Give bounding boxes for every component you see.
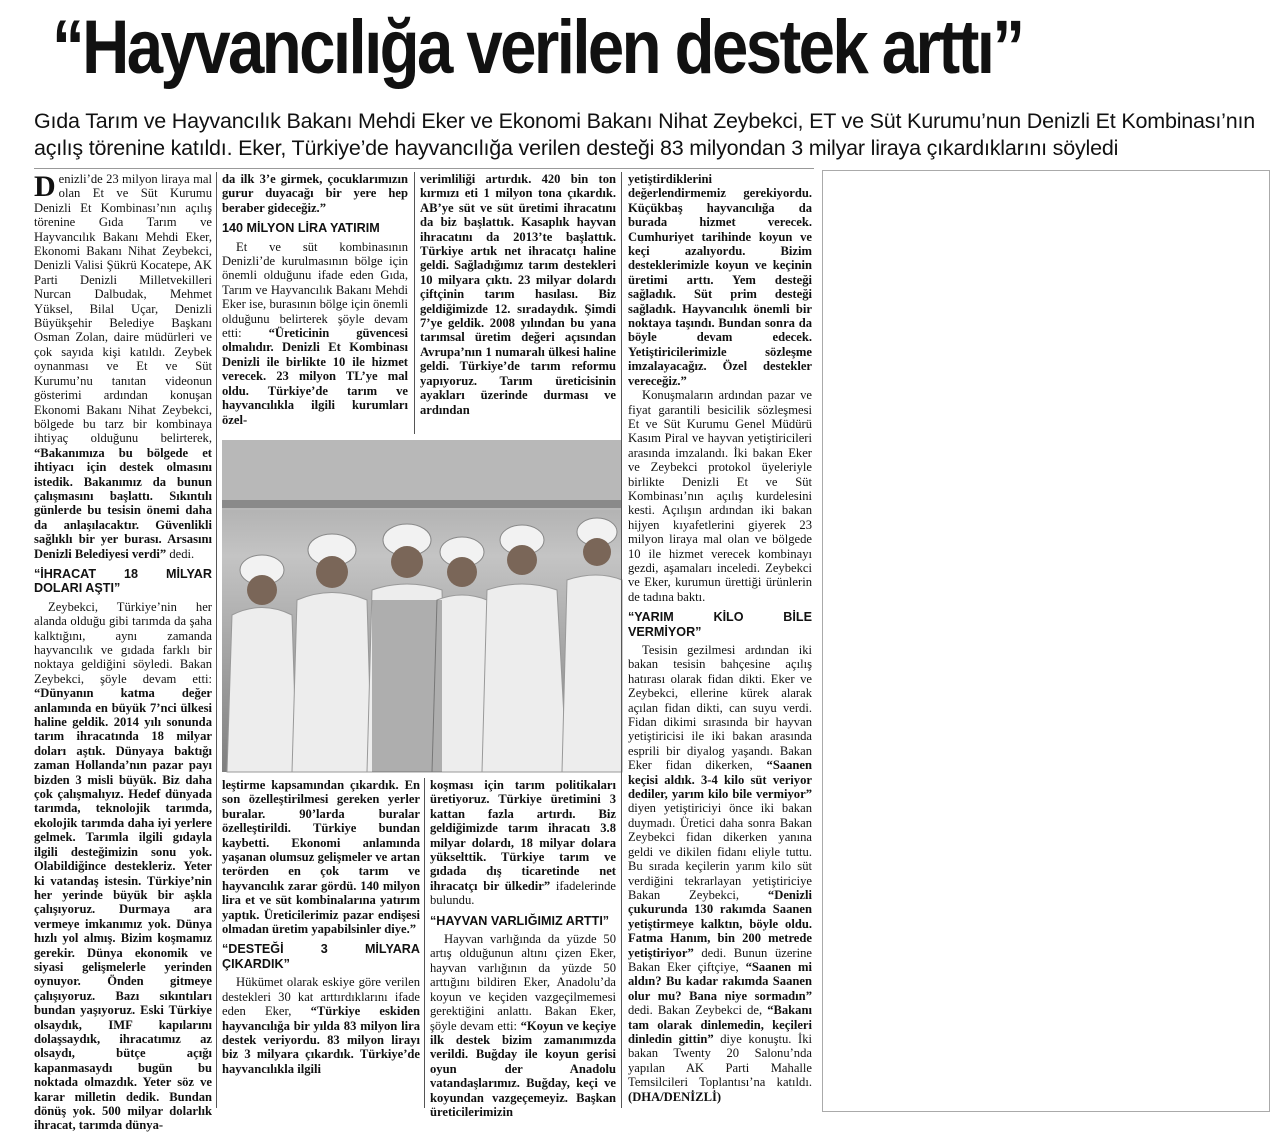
column-divider [216, 172, 217, 1108]
column-divider [414, 172, 415, 434]
body-text: diye konuştu. İki bakan Twenty 20 Salonu’nda yapılan AK Parti Mahalle Temsilcileri Toplantısı’na katıldı. [628, 1031, 812, 1090]
column-2-top [222, 172, 408, 438]
body-text: enizli’de 23 milyon liraya mal olan Et ve Süt Kurumu Denizli Et Kombinası’nın açılış törenine Gıda Tarım ve Hayvancılık Bakanı Mehdi Eker, Ekonomi Bakanı Nihat Zeybekci, Denizli Valisi Şükrü Kocatepe, AK Parti Denizli Milletvekilleri Nurcan Dalbudak, Mehmet Yüksel, Bilal Uçar, Denizli Büyükşehir Belediye Başkanı Osman Zolan, daire müdürleri ve çok sayıda kişi katıldı. Zeybek oynanması ve Et ve Süt Kurumu’nu tanıtan videonun gösterimi ardından konuşan Ekonomi Bakanı Nihat Zeybekci, bölgede bu tarz bir kombinaya ihtiyaç olduğunu belirterek, [34, 172, 212, 446]
body-text: ifadelerinde bulundu. [430, 878, 616, 908]
quote-text: “Üreticinin güvencesi olmalıdır. Denizli Et Kombinası Denizli ile birlikte 10 ile hizmet verecek. 23 milyon TL’ye mal oldu. Türkiye’de tarım ve hayvancılıkla ilgili kurumları özel- [222, 326, 408, 427]
byline: (DHA/DENİZLİ) [628, 1089, 722, 1104]
subheading: “DESTEĞİ 3 MİLYARA ÇIKARDIK” [222, 942, 420, 971]
quote-text: leştirme kapsamından çıkardık. En son özelleştirilmesi gereken yerler buralar. 90’larda buralar özelleştirildi. Türkiye bundan kaybetti. Ekonomi anlamında yaşanan olumsuz gelişmeler ve artan terörden en çok tarım ve hayvancılık zarar gördü. 140 milyon lira et ve süt kombinalarına yatırım yaptık. Üreticilerimiz pazar endişesi olmadan üretim yapabilsinler diye.” [222, 778, 420, 937]
news-photo-ministers-factory-tour-icon [222, 440, 622, 772]
quote-text: yetiştirdiklerini değerlendirmemiz gerekiyordu. Küçükbaş hayvancılığa da burada hizmet verecek. Cumhuriyet tarihinde koyun ve keçi azalıyordu. Bizim desteklerimizle koyun ve keçinin üretimi arttı. Yem desteği sağladık. Süt prim desteği sağladık. Hayvancılık önemli bir noktaya taşındı. Bundan sonra da böyle devam edecek. Yetiştiricilerimizle sözleşme imzalayacağız. Özel destekler vereceğiz.” [628, 172, 812, 388]
column-divider [424, 778, 425, 1108]
divider [34, 168, 814, 169]
quote-text: koşması için tarım politikaları üretiyoruz. Türkiye üretimini 3 kattan fazla artırdı. Biz geldiğimizde tarım ihracatı 3.8 milyar dolardı, 18 milyar dolara yükselttik. Türkiye tarım ve gıdada dış ticaretinde net ihracatçı bir ülkedir” [430, 778, 616, 893]
quote-text: “Türkiye eskiden hayvancılığa bir yılda 83 milyon lira destek veriyordu. 83 milyon lirayı biz 3 milyara çıkardık. Türkiye’de hayvancılıkla ilgili [222, 1004, 421, 1076]
column-3-top [420, 172, 616, 438]
quote-text: “Saanen keçisi aldık. 3-4 kilo süt veriyor dediler, yarım kilo bile vermiyor” [628, 758, 813, 802]
quote-text: “Bakanı tam olarak dinlemedin, keçileri dinledin gittin” [628, 1003, 812, 1046]
headline: “Hayvancılığa verilen destek arttı” [52, 5, 1023, 90]
body-text: Hayvan varlığında da yüzde 50 artış olduğunun altını çizen Eker, hayvan varlığının da yüzde 50 arttığını bildiren Eker, Anadolu’da koyun ve keçiden vazgeçilmemesi gerektiğini anlattı. Bakan Eker, şöyle devam etti: [430, 932, 616, 1033]
quote-text: “Dünyanın katma değer anlamında en büyük 7’nci ülkesi haline geldik. 2014 yılı sonunda tarım ihracatında 18 milyar doları aştık. Dünyaya baktığı zaman Hollanda’nın pazar payı bizden 3 misli büyük. Biz daha çok çalışmalıyız. Hedef dünyada tarımda, teknolojik tarımda, ekolojik tarımda daha iyi yerlere gelmek. Tarımla ilgili gıdayla ilgili desteğimizin sonu yok. Olabildiğince destekleriz. Yeter ki vatandaş istesin. Türkiye’nin her yerinde büyük bir aşkla çalışıyoruz. Durmaya ara vermeye imkanımız yok. Dünya hızlı yol almış. Bizim koşmamız gerekir. Dünya ekonomik ve siyasi gelişmelerle yerinden oynuyor. Önden gitmeye çalışıyoruz. Bazı sıkıntıları bundan yaşıyoruz. Eski Türkiye olsaydık, IMF kapılarını dolaşsaydık, ihracatımız az olsaydı, bütçe açığı kapanmasaydı bugün bu noktada olmazdık. Yeter söz ve karar milletin dedik. Bundan dönüş yok. 500 milyar dolarlık ihracat, tarımda dünya- [34, 686, 212, 1133]
column-4 [628, 172, 812, 1112]
quote-text: “Saanen mi aldın? Bu kadar rakımda Saanen olur mu? Bana niye sormadın” [628, 959, 812, 1003]
quote-text: “Koyun ve keçiye ilk destek bizim zamanımızda verildi. Buğday ile koyun gerisi oyun der Anadolu vatandaşlarımız. Buğday, keçi ve koyundan vazgeçemeyiz. Başkan üreticilerimizin [430, 1018, 616, 1119]
column-3-bottom [430, 778, 616, 1119]
body-text: dedi. Bunun üzerine Bakan Eker çiftçiye, [628, 945, 812, 974]
column-1 [34, 170, 212, 1133]
drop-cap: D [34, 170, 56, 203]
quote-text: “Denizli çukurunda 130 rakımda Saanen yetiştirmeye kalktın, böyle oldu. Fatma Hanım, bin 200 metrede yetiştiriyor” [628, 887, 812, 960]
intro-paragraph [34, 108, 1264, 162]
column-2-bottom [222, 778, 420, 1108]
empty-box [822, 170, 1270, 1112]
subheading: “YARIM KİLO BİLE VERMİYOR” [628, 610, 812, 639]
body-text: dedi. Bakan Zeybekci de, [628, 1003, 763, 1018]
body-text: Zeybekci, Türkiye’nin her alanda olduğu gibi tarımda da şaha kalktığını, aynı zamanda hayvancılık ve gıdada farklı bir noktaya geldiğini söyledi. Bakan Zeybekci, şöyle devam etti: [34, 599, 212, 686]
intro-text: Gıda Tarım ve Hayvancılık Bakanı Mehdi Eker ve Ekonomi Bakanı Nihat Zeybekci, ET ve Süt Kurumu’nun Denizli Et Kombinası’nın açılış törenine katıldı. Eker, Türkiye’de hayvancılığa verilen desteği 83 milyondan 3 milyar liraya çıkardıklarını söyledi [34, 109, 1255, 160]
quote-text: da ilk 3’e girmek, çocuklarımızın gurur duyacağı bir yere hep beraber gideceğiz.” [222, 172, 408, 215]
subheading: “HAYVAN VARLIĞIMIZ ARTTI” [430, 913, 610, 928]
quote-text: “Bakanımıza bu bölgede et ihtiyacı için destek olmasını istedik. Bakanımız da bunun çalışmasını başlattı. Sıkıntılı günlerde bu tesisin önemi daha da anlaşılacaktır. Güvenlikli sağlıklı bir yer burası. Arsasını Denizli Belediyesi verdi” [34, 445, 212, 561]
subheading: 140 MİLYON LİRA YATIRIM [222, 221, 380, 236]
body-text: Konuşmaların ardından pazar ve fiyat garantili besicilik sözleşmesi Et ve Süt Kurumu Genel Müdürü Kasım Piral ve hayvan yetiştiricileri arasında imzalandı. İki bakan Eker ve Zeybekci protokol üyeleriyle birlikte Denizli Et ve Süt Kombinası’nın açılış kurdelesini kesti. Açılışın ardından iki bakan hijyen kıyafetlerini giyerek 23 milyon liraya mal olan ve bölgede 10 ile hizmet verecek kombinayı gezdi, aşamaları inceledi. Zeybekci ve Eker, kurumun ürettiği ürünlerin de tadına baktı. [628, 388, 812, 604]
body-text: Hükümet olarak eskiye göre verilen destekleri 30 kat arttırdıklarını ifade eden Eker, [222, 975, 420, 1019]
body-text: dedi. [166, 546, 195, 561]
body-text: diyen yetiştiriciyi önce iki bakan duymadı. Üretici daha sonra Bakan Zeybekci fidan dikerken yanına geldi ve dikilen fidanı eliyle tuttu. Bu sırada keçilerin yarım kilo süt verdiğini tekrarlayan yetiştiriciye Bakan Zeybekci, [628, 801, 812, 902]
body-text: Tesisin gezilmesi ardından iki bakan tesisin bahçesine açılış hatırası olarak fidan dikti. Eker ve Zeybekci, ellerine kürek alarak açılan fidan dikti, can suyu verdi. Fidan dikimi sırasında bir hayvan yetiştiricisi ile iki bakan arasında esprili bir diyalog yaşandı. Bakan Eker fidan dikerken, [628, 643, 812, 773]
quote-text: verimliliği artırdık. 420 bin ton kırmızı eti 1 milyon tona çıkardık. AB’ye süt ve süt üretimi ihracatını da biz başlattık. Kasaplık hayvan ihracatını da 2013’te başlattık. Türkiye artık net ihracatçı haline geldi. Sağladığımız tarım destekleri 10 milyara çıktı. 23 milyar dolardı çiftçinin tarım hasılası. Biz geldiğimizde 12. sıradaydık. Şimdi 7’ye geldik. 2008 yılından bu yana tarımsal üretim değeri açısından Avrupa’nın 1 numaralı ülkesi haline geldi. Türkiye’de tarım reformu yapıyoruz. Tarım üreticisinin ayakları üzerinde durması ve ardından [420, 172, 616, 417]
subheading: “İHRACAT 18 MİLYAR DOLARI AŞTI” [34, 566, 212, 596]
news-photo [222, 440, 622, 772]
column-divider [621, 172, 622, 1108]
body-text: Et ve süt kombinasının Denizli’de kurulmasının bölge için önemli olduğunu ifade eden Gıda, Tarım ve Hayvancılık Bakanı Mehdi Eker ise, burasının bölge için önemli olduğunu belirterek şöyle devam etti: [222, 239, 408, 341]
